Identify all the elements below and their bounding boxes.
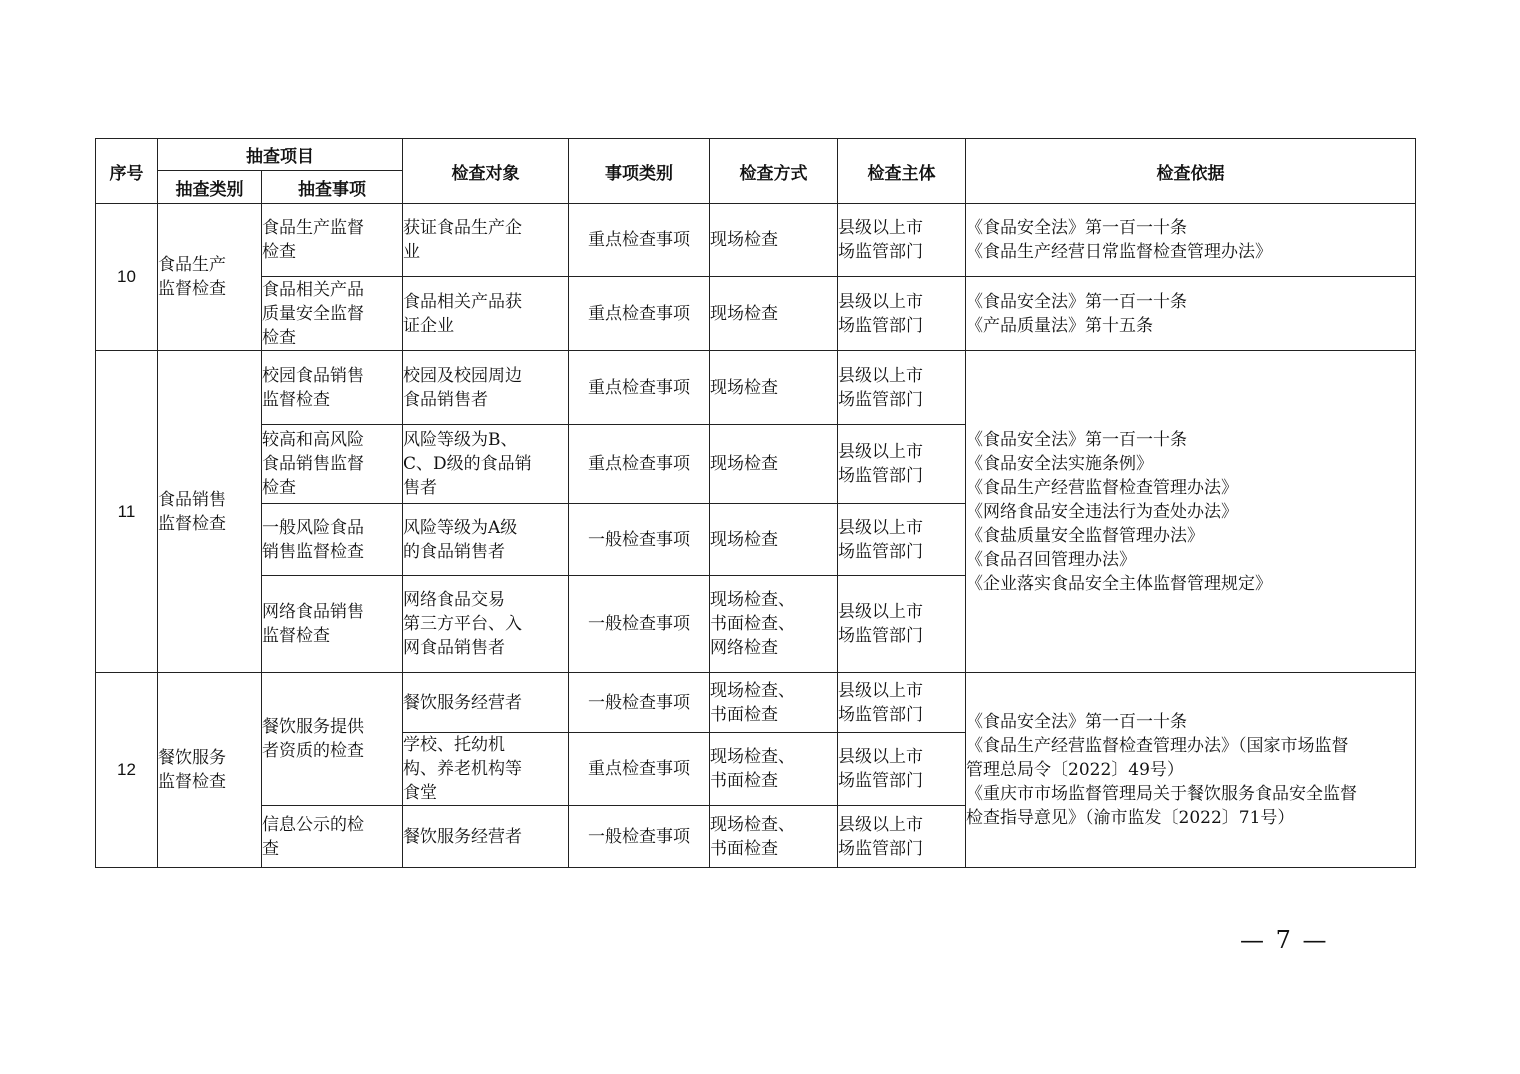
- subject-cell: 县级以上市 场监管部门: [838, 351, 966, 425]
- category-cell: 食品销售 监督检查: [158, 351, 262, 673]
- method-cell: 现场检查、 书面检查: [710, 733, 838, 806]
- matter-cell: 校园食品销售 监督检查: [262, 351, 403, 425]
- table-row: [96, 277, 1416, 351]
- method-cell: 现场检查、 书面检查: [710, 673, 838, 733]
- object-cell: 风险等级为A级 的食品销售者: [403, 504, 569, 576]
- header-matter: 抽查事项: [262, 171, 403, 204]
- subject-cell: 县级以上市 场监管部门: [838, 733, 966, 806]
- type-cell: 重点检查事项: [569, 204, 710, 277]
- matter-cell: 一般风险食品 销售监督检查: [262, 504, 403, 576]
- basis-cell: 《食品安全法》第一百一十条 《食品生产经营日常监督检查管理办法》: [966, 204, 1416, 277]
- method-cell: 现场检查、 书面检查、 网络检查: [710, 576, 838, 673]
- subject-cell: 县级以上市 场监管部门: [838, 425, 966, 504]
- header-subject: 检查主体: [838, 139, 966, 204]
- subject-cell: 县级以上市 场监管部门: [838, 504, 966, 576]
- table-row: [96, 673, 1416, 733]
- matter-cell: 网络食品销售 监督检查: [262, 576, 403, 673]
- table-row: [96, 351, 1416, 425]
- header-method: 检查方式: [710, 139, 838, 204]
- seq-cell: 10: [96, 204, 158, 351]
- matter-cell: 信息公示的检 查: [262, 806, 403, 868]
- subject-cell: 县级以上市 场监管部门: [838, 277, 966, 351]
- category-cell: 餐饮服务 监督检查: [158, 673, 262, 868]
- type-cell: 一般检查事项: [569, 673, 710, 733]
- object-cell: 风险等级为B、 C、D级的食品销 售者: [403, 425, 569, 504]
- category-cell: 食品生产 监督检查: [158, 204, 262, 351]
- subject-cell: 县级以上市 场监管部门: [838, 204, 966, 277]
- method-cell: 现场检查: [710, 504, 838, 576]
- seq-cell: 12: [96, 673, 158, 868]
- header-category: 抽查类别: [158, 171, 262, 204]
- basis-cell: 《食品安全法》第一百一十条 《产品质量法》第十五条: [966, 277, 1416, 351]
- matter-cell: 较高和高风险 食品销售监督 检查: [262, 425, 403, 504]
- header-seq: 序号: [96, 139, 158, 204]
- page-number: — 7 —: [1240, 926, 1329, 954]
- basis-cell: 《食品安全法》第一百一十条 《食品安全法实施条例》 《食品生产经营监督检查管理办法》 《网络食品安全违法行为查处办法》 《食盐质量安全监督管理办法》 《食品召回管理办法》 《企业落实食品安全主体监督管理规定》: [966, 351, 1416, 673]
- header-type: 事项类别: [569, 139, 710, 204]
- method-cell: 现场检查: [710, 204, 838, 277]
- subject-cell: 县级以上市 场监管部门: [838, 806, 966, 868]
- type-cell: 一般检查事项: [569, 504, 710, 576]
- object-cell: 学校、托幼机 构、养老机构等 食堂: [403, 733, 569, 806]
- header-object: 检查对象: [403, 139, 569, 204]
- type-cell: 一般检查事项: [569, 576, 710, 673]
- type-cell: 重点检查事项: [569, 277, 710, 351]
- header-row: [96, 139, 1416, 171]
- header-basis: 检查依据: [966, 139, 1416, 204]
- method-cell: 现场检查: [710, 425, 838, 504]
- header-item-group: 抽查项目: [158, 139, 403, 171]
- object-cell: 餐饮服务经营者: [403, 673, 569, 733]
- method-cell: 现场检查: [710, 351, 838, 425]
- matter-cell: 食品相关产品 质量安全监督 检查: [262, 277, 403, 351]
- object-cell: 食品相关产品获 证企业: [403, 277, 569, 351]
- type-cell: 重点检查事项: [569, 351, 710, 425]
- matter-cell: 餐饮服务提供 者资质的检查: [262, 673, 403, 806]
- seq-cell: 11: [96, 351, 158, 673]
- object-cell: 校园及校园周边 食品销售者: [403, 351, 569, 425]
- table-row: [96, 204, 1416, 277]
- subject-cell: 县级以上市 场监管部门: [838, 576, 966, 673]
- method-cell: 现场检查、 书面检查: [710, 806, 838, 868]
- method-cell: 现场检查: [710, 277, 838, 351]
- inspection-table: [95, 138, 1416, 868]
- type-cell: 一般检查事项: [569, 806, 710, 868]
- object-cell: 餐饮服务经营者: [403, 806, 569, 868]
- object-cell: 获证食品生产企 业: [403, 204, 569, 277]
- object-cell: 网络食品交易 第三方平台、入 网食品销售者: [403, 576, 569, 673]
- matter-cell: 食品生产监督 检查: [262, 204, 403, 277]
- subject-cell: 县级以上市 场监管部门: [838, 673, 966, 733]
- type-cell: 重点检查事项: [569, 425, 710, 504]
- type-cell: 重点检查事项: [569, 733, 710, 806]
- basis-cell: 《食品安全法》第一百一十条 《食品生产经营监督检查管理办法》（国家市场监督 管理总局令〔2022〕49号） 《重庆市市场监督管理局关于餐饮服务食品安全监督 检查指导意见》（渝市监发〔2022〕71号）: [966, 673, 1416, 868]
